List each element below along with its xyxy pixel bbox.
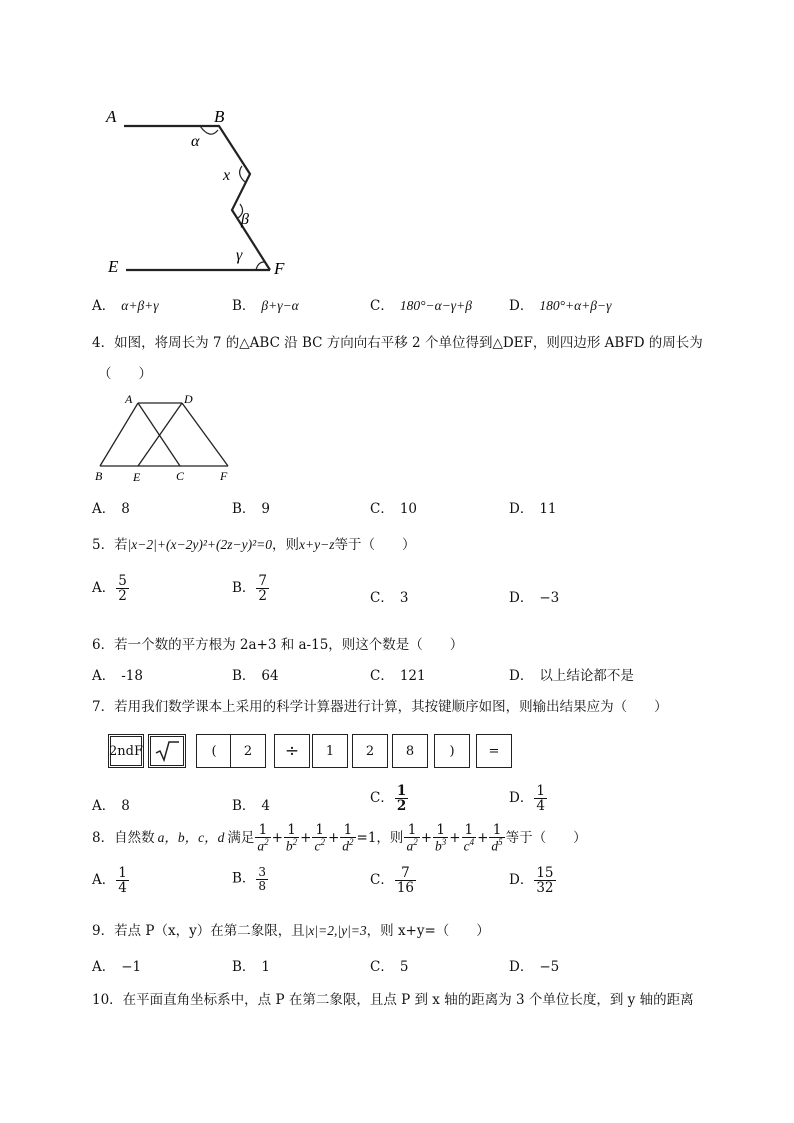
option-letter: B． — [232, 298, 256, 314]
option-letter: D． — [509, 298, 534, 314]
sqrt-icon — [153, 739, 181, 763]
q5-option-c[interactable] — [370, 586, 408, 606]
label-B: B — [95, 469, 103, 483]
denominator: 2 — [258, 588, 268, 605]
option-letter: D． — [509, 959, 534, 975]
numerator: 7 — [258, 573, 268, 589]
option-expr: β+γ−α — [261, 298, 299, 313]
q5-option-b[interactable] — [232, 574, 270, 603]
key-2b: 2 — [352, 734, 388, 768]
option-value: −3 — [539, 590, 560, 606]
numerator: 1 — [396, 783, 407, 799]
key-divide: ÷ — [274, 734, 310, 768]
q6-stem: 6．若一个数的平方根为 2a+3 和 a-15，则这个数是（ ） — [92, 637, 464, 653]
key-open-paren: ( — [196, 734, 232, 768]
option-value: 4 — [261, 798, 271, 814]
option-letter: B． — [232, 798, 256, 814]
q4-answer-paren: （ ） — [98, 366, 152, 382]
key-close-paren: ) — [434, 734, 470, 768]
q8-equation-lhs: $\frac{1}{a^2}$ + $\frac{1}{b^2}$ + $\frac{1}{c^2}$ + $\frac{1}{d^2}$ — [257, 822, 354, 854]
option-letter: D． — [509, 668, 534, 684]
label-D: D — [184, 392, 193, 406]
q7-option-b[interactable] — [232, 794, 270, 814]
q5-prefix: 5．若 — [92, 537, 128, 553]
q3-option-a[interactable] — [92, 294, 159, 314]
option-letter: D． — [509, 790, 534, 807]
denominator: 4 — [536, 798, 545, 815]
q8-expression: $\frac{1}{a^2}$ + $\frac{1}{b^3}$ + $\frac{1}{c^4}$ + $\frac{1}{d^5}$ — [406, 822, 503, 854]
option-letter: B． — [232, 501, 256, 517]
option-letter: D． — [509, 872, 534, 889]
fraction — [534, 784, 547, 813]
q5-option-a[interactable] — [92, 574, 130, 603]
label-beta: β — [241, 211, 249, 228]
option-value: 5 — [399, 959, 409, 975]
label-C: C — [176, 469, 185, 483]
q7-option-c[interactable] — [370, 784, 409, 813]
label-A: A — [106, 107, 117, 126]
q9-option-d[interactable] — [509, 955, 559, 975]
option-value: 64 — [261, 668, 279, 684]
option-value: 以上结论都不是 — [539, 668, 634, 684]
option-letter: D． — [509, 590, 534, 606]
q8-suffix: 等于（ ） — [505, 829, 587, 846]
q6-option-d[interactable] — [509, 664, 634, 684]
q8-option-d[interactable] — [509, 866, 557, 895]
q4-option-c[interactable] — [370, 497, 417, 517]
q8-vars: a，b，c，d — [157, 829, 225, 845]
option-letter: C． — [370, 298, 394, 314]
q7-option-a[interactable] — [92, 794, 130, 814]
option-value: −5 — [539, 959, 560, 975]
key-8: 8 — [392, 734, 428, 768]
label-F: F — [220, 469, 228, 483]
option-letter: C． — [370, 790, 394, 807]
q6-option-c[interactable] — [370, 664, 426, 684]
q7-option-d[interactable] — [509, 784, 548, 813]
q4-option-b[interactable] — [232, 497, 270, 517]
q8-option-b[interactable] — [232, 866, 269, 892]
option-letter: A． — [92, 959, 116, 975]
key-sqrt — [148, 734, 186, 768]
option-letter: C． — [370, 590, 394, 606]
denominator: 2 — [396, 798, 407, 815]
q3-option-b[interactable] — [232, 294, 299, 314]
fraction — [534, 866, 555, 895]
q4-option-d[interactable] — [509, 497, 557, 517]
option-value: 3 — [399, 590, 409, 606]
q4-option-a[interactable] — [92, 497, 130, 517]
q6-option-b[interactable] — [232, 664, 279, 684]
option-letter: A． — [92, 501, 116, 517]
numerator: 3 — [258, 865, 267, 879]
option-value: 8 — [121, 798, 130, 814]
q9-prefix: 9．若点 P（x，y）在第二象限，且 — [92, 923, 305, 939]
q9-condition: |x|=2,|y|=3 — [304, 923, 367, 938]
q8-prefix: 8．自然数 — [92, 829, 155, 846]
label-B: B — [214, 107, 225, 126]
option-value: 9 — [261, 501, 271, 517]
q4-stem: 4．如图，将周长为 7 的△ABC 沿 BC 方向向右平移 2 个单位得到△DEF，则四边形 ABFD 的周长为 — [92, 335, 703, 351]
option-value: 8 — [121, 501, 130, 517]
key-equals: = — [476, 734, 512, 768]
label-A: A — [125, 392, 133, 406]
fraction — [256, 574, 269, 603]
option-value: 11 — [539, 501, 557, 517]
q5-target: x+y−z — [298, 537, 335, 552]
q9-option-c[interactable] — [370, 955, 408, 975]
q3-option-c[interactable] — [370, 294, 472, 314]
option-letter: C． — [370, 872, 394, 889]
q5-suffix: 等于（ ） — [334, 537, 416, 553]
option-letter: B． — [232, 959, 256, 975]
denominator: 4 — [118, 880, 127, 897]
label-alpha: α — [191, 133, 200, 150]
numerator: 5 — [118, 573, 127, 589]
q5-option-d[interactable] — [509, 586, 559, 606]
fraction — [116, 866, 129, 895]
q5-condition: |x−2|+(x−2y)²+(2z−y)²=0 — [127, 537, 272, 552]
option-expr: 180°+α+β−γ — [539, 298, 612, 313]
q9-stem — [92, 919, 490, 939]
q3-option-d[interactable] — [509, 294, 611, 314]
option-letter: A． — [92, 668, 116, 684]
option-letter: A． — [92, 798, 116, 814]
denominator: 8 — [258, 878, 267, 893]
option-letter: A． — [92, 872, 116, 889]
figure-translated-triangles — [92, 390, 242, 485]
q8-mid1: 满足 — [227, 829, 255, 846]
label-x: x — [223, 167, 231, 184]
q8-option-a[interactable] — [92, 866, 130, 895]
option-letter: A． — [92, 580, 116, 597]
q5-stem — [92, 533, 415, 553]
denominator: 16 — [396, 880, 415, 897]
q9-option-a[interactable] — [92, 955, 141, 975]
denominator: 2 — [118, 588, 127, 605]
numerator: 1 — [118, 865, 127, 881]
q9-suffix: ，则 x+y=（ ） — [366, 923, 490, 939]
fraction — [116, 574, 129, 603]
option-letter: B． — [232, 580, 256, 597]
numerator: 7 — [401, 865, 410, 881]
q10-stem: 10．在平面直角坐标系中，点 P 在第二象限，且点 P 到 x 轴的距离为 3 个单位长度，到 y 轴的距离 — [92, 992, 694, 1008]
label-F: F — [274, 259, 285, 278]
key-2: 2 — [230, 734, 266, 768]
denominator: 32 — [536, 880, 554, 897]
q5-mid: ，则 — [271, 537, 299, 553]
option-value: 10 — [399, 501, 418, 517]
label-gamma: γ — [236, 247, 243, 264]
fraction — [395, 784, 408, 813]
q8-stem — [92, 823, 587, 854]
option-letter: B． — [232, 668, 256, 684]
q9-option-b[interactable] — [232, 955, 270, 975]
numerator: 1 — [536, 783, 545, 799]
key-1: 1 — [312, 734, 348, 768]
option-letter: C． — [370, 668, 394, 684]
numerator: 15 — [536, 865, 554, 881]
q6-option-a[interactable] — [92, 664, 143, 684]
q8-option-c[interactable] — [370, 866, 417, 895]
q8-mid2: =1，则 — [356, 829, 404, 846]
key-2ndf: 2ndF — [108, 734, 144, 768]
fraction — [395, 866, 416, 895]
option-letter: C． — [370, 959, 394, 975]
option-value: 1 — [261, 959, 271, 975]
option-value: 121 — [399, 668, 426, 684]
option-letter: C． — [370, 501, 394, 517]
option-value: −1 — [121, 959, 142, 975]
option-expr: α+β+γ — [121, 298, 159, 313]
option-value: -18 — [121, 668, 143, 684]
q7-stem: 7．若用我们数学课本上采用的科学计算器进行计算，其按键顺序如图，则输出结果应为（ ） — [92, 699, 668, 715]
fraction — [256, 866, 268, 892]
option-letter: D． — [509, 501, 534, 517]
label-E: E — [133, 470, 141, 484]
option-expr: 180°−α−γ+β — [399, 298, 472, 313]
label-E: E — [108, 257, 119, 276]
option-letter: A． — [92, 298, 116, 314]
figure-zigzag-parallel-lines — [100, 100, 300, 280]
option-letter: B． — [232, 870, 256, 887]
